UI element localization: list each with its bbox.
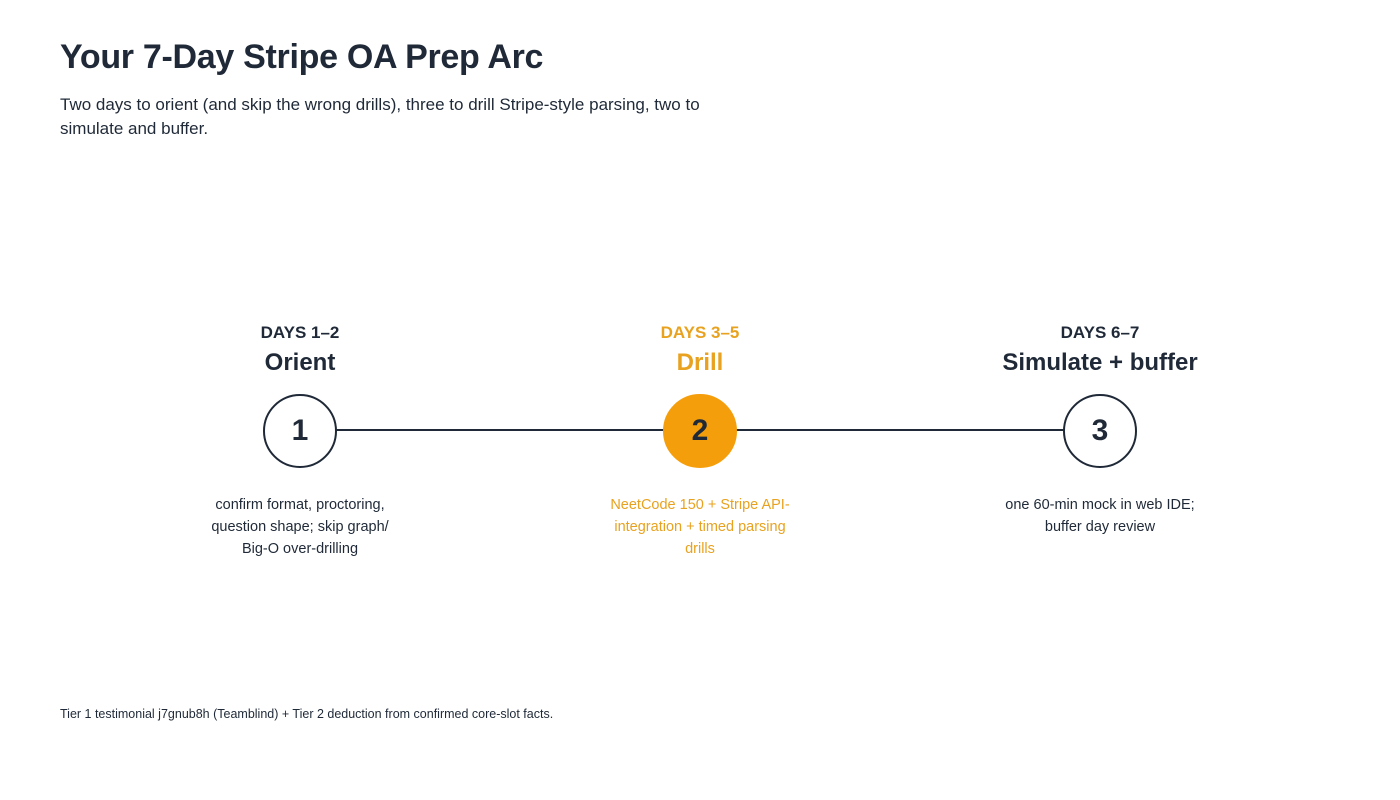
phase-simulate-buffer <box>950 322 1250 535</box>
page-subtitle: Two days to orient (and skip the wrong drills), three to drill Stripe-style parsing, two to simulate and buffer. <box>60 95 700 138</box>
page-title: Your 7-Day Stripe OA Prep Arc <box>60 38 544 76</box>
phase-drill <box>550 322 850 557</box>
phase-number-node: 1 <box>263 394 337 468</box>
phase-description: confirm format, proctoring, question shape; skip graph/ Big-O over-drilling <box>211 497 389 557</box>
phase-name: Simulate + buffer <box>1002 349 1198 376</box>
phase-orient <box>150 322 450 557</box>
phase-number-node: 3 <box>1063 394 1137 468</box>
source-footnote: Tier 1 testimonial j7gnub8h (Teamblind) + Tier 2 deduction from confirmed core-slot facts. <box>60 707 554 721</box>
timeline-connector-2-3 <box>736 429 1064 431</box>
phase-name: Drill <box>676 349 724 376</box>
phase-days-label: DAYS 6–7 <box>1060 323 1140 342</box>
phase-number-node: 2 <box>663 394 737 468</box>
timeline-connector-1-2 <box>336 429 664 431</box>
phase-description: NeetCode 150 + Stripe API-integration + timed parsing drills <box>610 497 790 557</box>
phase-name: Orient <box>264 349 336 376</box>
phase-days-label: DAYS 3–5 <box>660 323 740 342</box>
phase-description: one 60-min mock in web IDE; buffer day review <box>1005 497 1195 535</box>
phase-days-label: DAYS 1–2 <box>260 323 340 342</box>
